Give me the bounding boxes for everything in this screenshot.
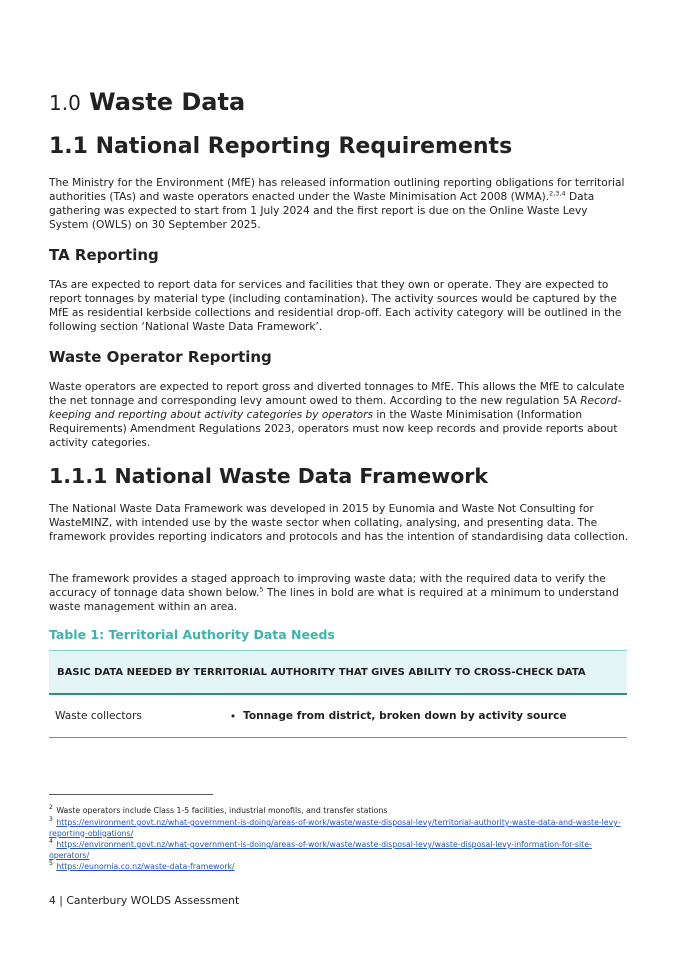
framework-heading: 1.1.1 National Waste Data Framework xyxy=(49,464,489,488)
table-title: Table 1: Territorial Authority Data Needs xyxy=(49,627,335,642)
chapter-number: 1.0 xyxy=(49,91,81,115)
operator-text-2: in the Waste Minimisation (Information Requirements) Amendment Regulations 2023, operators must now keep records and provide reports about activity categories. xyxy=(49,409,618,449)
framework-text-2a: The framework provides a staged approach to improving waste data; with the required data to verify the accuracy of tonnage data shown below. xyxy=(49,573,606,599)
footnote-text: Waste operators include Class 1-5 facilities, industrial monofils, and transfer stations xyxy=(56,806,388,815)
footnote-number: 5 xyxy=(49,860,53,868)
intro-text-2: Data gathering was expected to start from 1 July 2024 and the first report is due on the Online Waste Levy System (OWLS) on 30 September 2025. xyxy=(49,191,595,231)
chapter-title-text: Waste Data xyxy=(89,88,246,116)
framework-footnote-ref[interactable]: 5 xyxy=(259,585,264,594)
footnote-number: 3 xyxy=(49,816,53,824)
operator-reporting-paragraph xyxy=(49,380,629,450)
operator-text-1: Waste operators are expected to report gross and diverted tonnages to MfE. This allows the MfE to calculate the net tonnage and corresponding levy amount owed to them. According to the new regulation 5A xyxy=(49,381,625,407)
footnote-2 xyxy=(49,806,631,817)
footnote-3 xyxy=(49,818,631,839)
table-header xyxy=(49,650,627,695)
footnote-link[interactable]: https://eunomia.co.nz/waste-data-framework/ xyxy=(56,862,235,871)
framework-text-2b: The lines in bold are what is required at a minimum to understand waste management within an area. xyxy=(49,587,619,613)
framework-paragraph-2 xyxy=(49,572,629,614)
table-row xyxy=(49,695,627,738)
ta-reporting-paragraph: TAs are expected to report data for services and facilities that they own or operate. They are expected to report tonnages by material type (including contamination). The activity sources would be captured by the MfE as residential kerbside collections and residential drop-off. Each activity category will be outlined in the following section ‘National Waste Data Framework’. xyxy=(49,279,622,333)
operator-reporting-heading: Waste Operator Reporting xyxy=(49,348,272,366)
intro-text: The Ministry for the Environment (MfE) has released information outlining reporting obligations for territorial authorities (TAs) and waste operators enacted under the Waste Minimisation Act 2008 (WMA). xyxy=(49,177,625,203)
footnote-4 xyxy=(49,840,631,861)
row-label: Waste collectors xyxy=(55,710,142,722)
regulation-title: Record-keeping and reporting about activity categories by operators xyxy=(49,395,622,421)
framework-paragraph-1: The National Waste Data Framework was developed in 2015 by Eunomia and Waste Not Consulting for WasteMINZ, with intended use by the waste sector when collating, analysing, and presenting data. The framework provides reporting indicators and protocols and has the intention of standardising data collection. xyxy=(49,503,629,543)
footnote-number: 4 xyxy=(49,838,53,846)
intro-footnote-refs[interactable]: 2,3,4 xyxy=(549,189,566,198)
footnote-link[interactable]: https://environment.govt.nz/what-government-is-doing/areas-of-work/waste/waste-disposal-levy/waste-disposal-levy-information-for-site-operators/ xyxy=(49,840,592,860)
chapter-title xyxy=(49,88,245,116)
ta-reporting-heading: TA Reporting xyxy=(49,246,159,264)
row-value: Tonnage from district, broken down by activity source xyxy=(243,710,567,722)
footnote-link[interactable]: https://environment.govt.nz/what-government-is-doing/areas-of-work/waste/waste-disposal-levy/territorial-authority-waste-data-and-waste-levy-reporting-obligations/ xyxy=(49,818,621,838)
section-title: 1.1 National Reporting Requirements xyxy=(49,134,513,159)
page-footer: 4 | Canterbury WOLDS Assessment xyxy=(49,894,240,907)
data-needs-table xyxy=(49,650,627,738)
intro-paragraph xyxy=(49,176,629,232)
footnote-number: 2 xyxy=(49,804,53,812)
bullet-icon: • xyxy=(229,709,237,723)
footnote-divider xyxy=(49,794,213,795)
footnote-5 xyxy=(49,862,631,873)
table-header-text: BASIC DATA NEEDED BY TERRITORIAL AUTHORITY THAT GIVES ABILITY TO CROSS-CHECK DATA xyxy=(57,666,586,678)
